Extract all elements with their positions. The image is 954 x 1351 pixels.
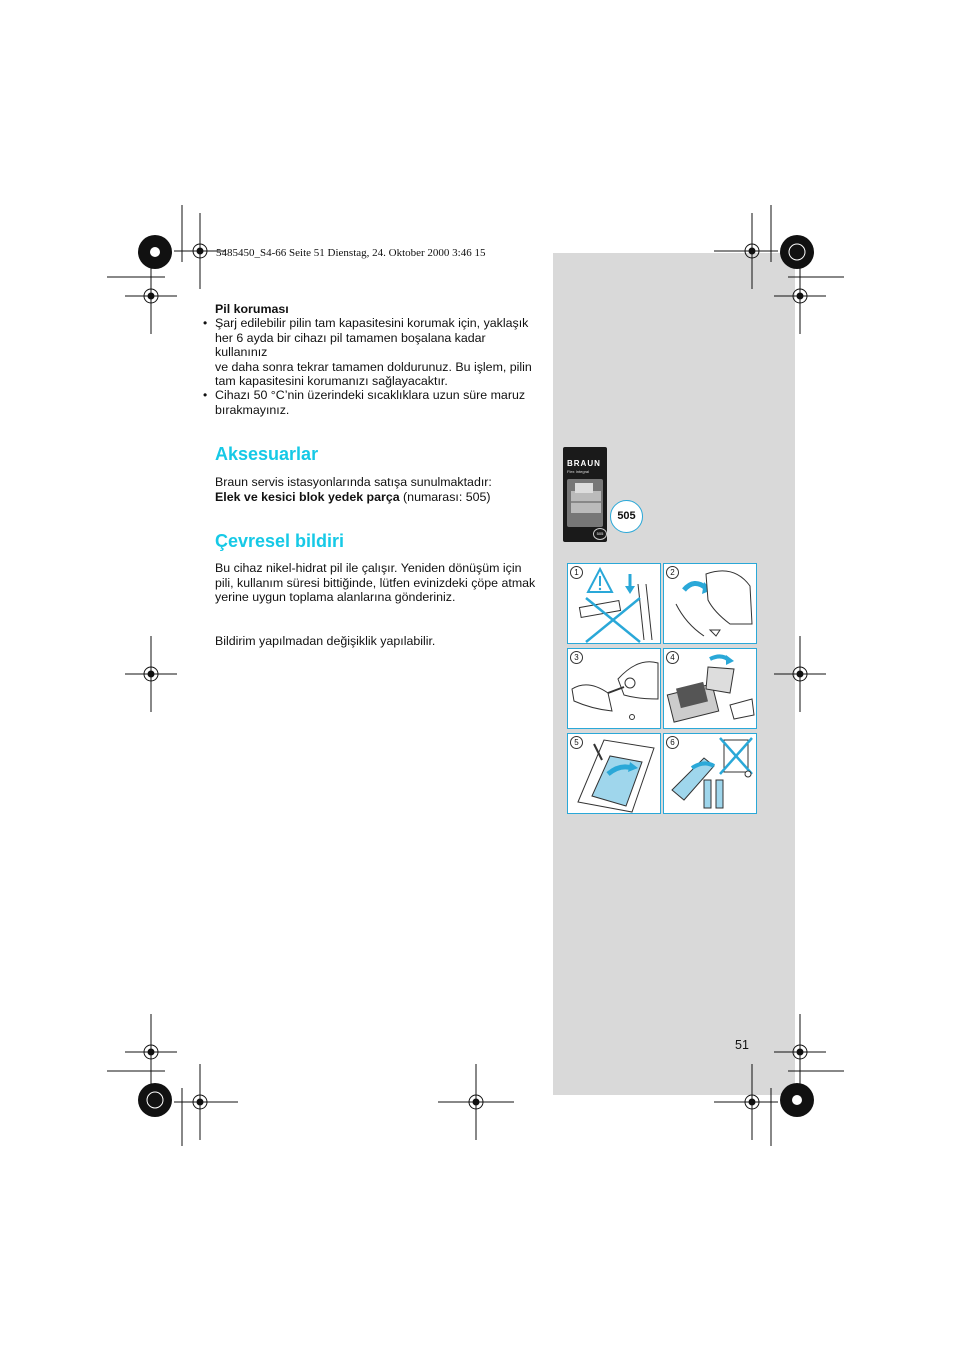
environment-line: Bu cihaz nikel-hidrat pil ile çalışır. Yeniden dönüşüm için [215,561,522,575]
bullet-symbol: • [203,388,208,402]
part-number-badge: 505 [610,500,643,533]
panel-number: 1 [570,566,583,579]
battery-bullet-1-line: ve daha sonra tekrar tamamen doldurunuz. Bu işlem, pilin [215,359,532,374]
panel-number: 5 [570,736,583,749]
accessories-heading: Aksesuarlar [215,444,319,464]
accessories-line1: Braun servis istasyonlarında satışa sunulmaktadır: [215,475,492,489]
product-subtitle: Flex Integral [567,469,590,474]
panel-number: 2 [666,566,679,579]
battery-bullet-1-line: her 6 ayda bir cihazı pil tamamen boşalana kadar kullanınız [215,330,486,360]
environment-line: pili, kullanım süresi bittiğinde, lütfen evinizdeki çöpe atmak [215,575,536,590]
battery-bullet-1-line: Şarj edilebilir pilin tam kapasitesini korumak için, yaklaşık [215,316,529,330]
print-header-line: 5485450_S4-66 Seite 51 Dienstag, 24. Oktober 2000 3:46 15 [216,247,486,259]
environment-line: yerine uygun toplama alanlarına gönderiniz. [215,590,456,605]
accessories-part-number: (numarası: 505) [399,489,491,504]
accessories-part-name: Elek ve kesici blok yedek parça [215,489,400,504]
brand-logo: BRAUN [567,459,601,468]
bullet-symbol: • [203,316,208,330]
battery-bullet-2-line: bırakmayınız. [215,402,290,417]
panel-number: 6 [666,736,679,749]
panel-number: 4 [666,651,679,664]
panel-number: 3 [570,651,583,664]
change-notice: Bildirim yapılmadan değişiklik yapılabilir. [215,634,436,648]
page-number: 51 [735,1038,749,1052]
product-code: 505 [593,528,607,540]
battery-protection-heading: Pil koruması [215,302,289,316]
battery-bullet-2-line: Cihazı 50 °C’nin üzerindeki sıcaklıklara uzun süre maruz [215,388,526,402]
environment-heading: Çevresel bildiri [215,531,345,551]
battery-bullet-1-line: tam kapasitesini korumanızı sağlayacaktır. [215,374,448,389]
